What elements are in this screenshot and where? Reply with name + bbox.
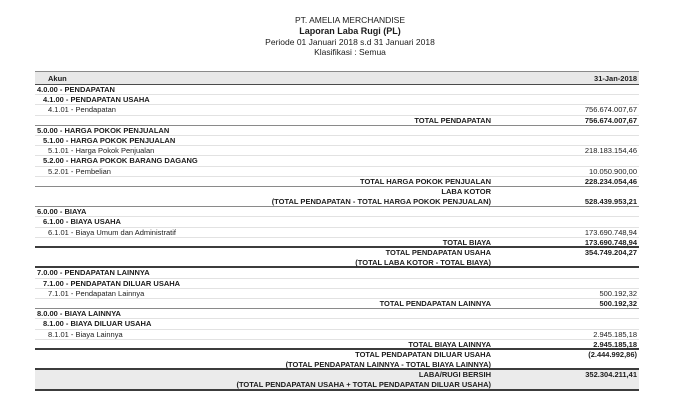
summary-formula-row <box>35 258 639 268</box>
summary-label: TOTAL HARGA POKOK PENJUALAN <box>360 176 491 186</box>
summary-formula-row <box>35 197 639 207</box>
account-detail-row <box>35 105 639 115</box>
account-group-row <box>35 319 639 329</box>
account-label: 8.1.00 - BIAYA DILUAR USAHA <box>43 319 152 329</box>
summary-label: TOTAL PENDAPATAN USAHA <box>385 248 491 257</box>
account-group-row <box>35 136 639 146</box>
net-income-formula-row <box>35 380 639 390</box>
account-label: 7.0.00 - PENDAPATAN LAINNYA <box>37 268 150 278</box>
account-group-row <box>35 268 639 278</box>
date-column-header: 31-Jan-2018 <box>594 74 637 83</box>
table-header-row <box>35 71 639 85</box>
report-header <box>0 15 700 58</box>
total-row <box>35 238 639 248</box>
summary-label: LABA KOTOR <box>441 186 491 196</box>
amount-value: 218.183.154,46 <box>584 146 637 156</box>
amount-value: 354.749.204,27 <box>584 248 637 257</box>
account-label: 5.1.01 - Harga Pokok Penjualan <box>48 146 155 156</box>
amount-value: 173.690.748,94 <box>584 227 637 237</box>
account-label: 5.2.00 - HARGA POKOK BARANG DAGANG <box>43 156 198 166</box>
amount-value: 10.050.900,00 <box>589 166 637 176</box>
total-row <box>35 299 639 309</box>
summary-title-row <box>35 187 639 197</box>
amount-value: (2.444.992,86) <box>588 349 637 359</box>
total-row <box>35 116 639 126</box>
total-row <box>35 177 639 187</box>
summary-label: TOTAL BIAYA <box>442 237 491 247</box>
amount-value: 2.945.185,18 <box>593 329 637 339</box>
amount-value: 500.192,32 <box>599 298 637 308</box>
account-detail-row <box>35 146 639 156</box>
amount-value: 2.945.185,18 <box>593 339 637 349</box>
account-label: 6.1.00 - BIAYA USAHA <box>43 217 121 227</box>
account-group-row <box>35 207 639 217</box>
account-column-header: Akun <box>48 74 67 83</box>
account-detail-row <box>35 289 639 299</box>
account-label: 8.0.00 - BIAYA LAINNYA <box>37 309 121 319</box>
summary-label: TOTAL PENDAPATAN <box>414 115 491 125</box>
amount-value: 352.304.211,41 <box>585 370 637 380</box>
account-label: 4.0.00 - PENDAPATAN <box>37 85 115 94</box>
account-label: 6.1.01 - Biaya Umum dan Administratif <box>48 227 176 237</box>
net-income-row <box>35 370 639 380</box>
account-label: 4.1.01 - Pendapatan <box>48 105 116 115</box>
account-label: 7.1.00 - PENDAPATAN DILUAR USAHA <box>43 278 181 288</box>
account-group-row <box>35 279 639 289</box>
total-row <box>35 340 639 350</box>
report-table <box>35 71 639 391</box>
account-label: 6.0.00 - BIAYA <box>37 207 87 217</box>
account-group-row <box>35 309 639 319</box>
account-group-row <box>35 95 639 105</box>
account-detail-row <box>35 167 639 177</box>
account-detail-row <box>35 330 639 340</box>
account-label: 5.0.00 - HARGA POKOK PENJUALAN <box>37 125 170 135</box>
summary-label: (TOTAL PENDAPATAN LAINNYA - TOTAL BIAYA LAINNYA) <box>285 360 491 370</box>
account-label: 5.2.01 - Pembelian <box>48 166 111 176</box>
total-row <box>35 350 639 360</box>
amount-value: 756.674.007,67 <box>584 115 637 125</box>
report-classification: Klasifikasi : Semua <box>314 47 386 57</box>
summary-label: (TOTAL PENDAPATAN USAHA + TOTAL PENDAPATAN DILUAR USAHA) <box>236 380 491 390</box>
account-group-row <box>35 126 639 136</box>
summary-label: TOTAL PENDAPATAN DILUAR USAHA <box>355 349 491 359</box>
summary-formula-row <box>35 360 639 370</box>
summary-label: (TOTAL LABA KOTOR - TOTAL BIAYA) <box>355 258 491 268</box>
company-name: PT. AMELIA MERCHANDISE <box>294 15 406 25</box>
account-label: 7.1.01 - Pendapatan Lainnya <box>48 288 145 298</box>
account-group-row <box>35 85 639 95</box>
account-label: 5.1.00 - HARGA POKOK PENJUALAN <box>43 135 176 145</box>
account-label: 4.1.00 - PENDAPATAN USAHA <box>43 95 150 105</box>
table-body <box>35 85 639 391</box>
account-group-row <box>35 217 639 227</box>
amount-value: 500.192,32 <box>599 288 637 298</box>
account-detail-row <box>35 228 639 238</box>
amount-value: 528.439.953,21 <box>584 197 637 207</box>
account-label: 8.1.01 - Biaya Lainnya <box>48 329 123 339</box>
account-group-row <box>35 156 639 166</box>
amount-value: 173.690.748,94 <box>584 237 637 247</box>
summary-label: TOTAL BIAYA LAINNYA <box>408 339 491 349</box>
report-period: Periode 01 Januari 2018 s.d 31 Januari 2018 <box>265 36 435 47</box>
summary-label: LABA/RUGI BERSIH <box>418 370 491 380</box>
summary-label: (TOTAL PENDAPATAN - TOTAL HARGA POKOK PENJUALAN) <box>271 197 491 207</box>
summary-label: TOTAL PENDAPATAN LAINNYA <box>379 298 491 308</box>
amount-value: 756.674.007,67 <box>584 105 637 115</box>
report-title: Laporan Laba Rugi (PL) <box>299 25 401 36</box>
total-row <box>35 248 639 258</box>
amount-value: 228.234.054,46 <box>584 176 637 186</box>
